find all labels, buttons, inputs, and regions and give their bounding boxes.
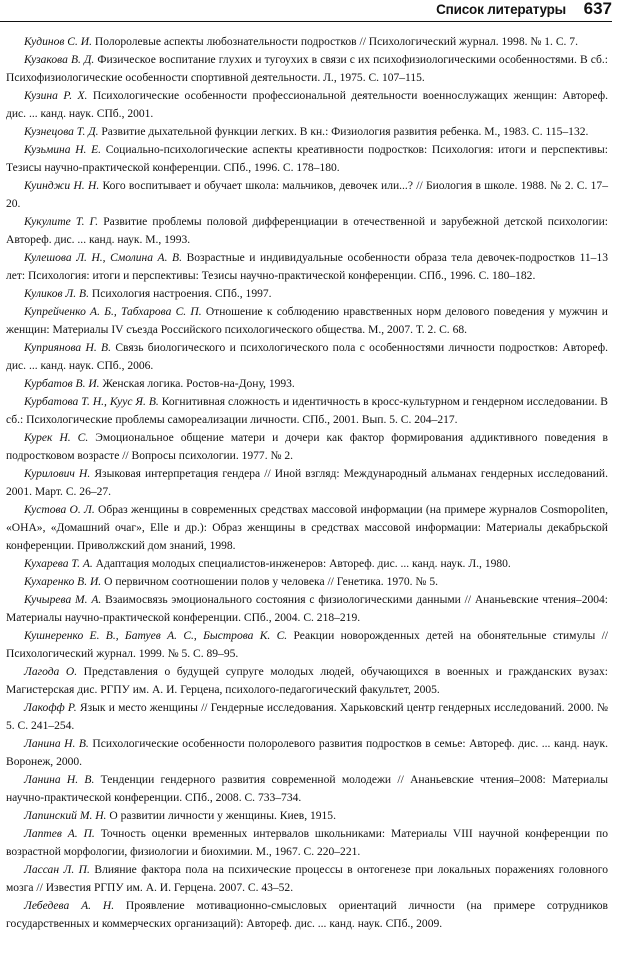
- entry-text: Тенденции гендерного развития современной молодежи // Ананьевские чтения–2008: Материалы научно-практической конференции. СПб., 2008. С. 733–734.: [6, 774, 608, 804]
- bibliography-entry: [0, 735, 612, 771]
- entry-author: Лапинский М. Н.: [24, 810, 107, 822]
- entry-author: Лассан Л. П.: [24, 864, 90, 876]
- entry-text: Образ женщины в современных средствах массовой информации (на примере журналов Cosmopoliten, «ОНА», «Домашний очаг», Elle и др.): Образ женщины в средствах массовой информации: Материалы декабрьской конференции. Приволжский дом знаний, 1998.: [6, 504, 608, 552]
- entry-text: Психологические особенности полоролевого развития подростков в семье: Автореф. дис. ... канд. наук. Воронеж, 2000.: [6, 738, 608, 768]
- bibliography-entry: [0, 555, 612, 573]
- entry-text: О развитии личности у женщины. Киев, 1915.: [106, 810, 336, 822]
- bibliography-entry: [0, 33, 612, 51]
- bibliography-entry: [0, 213, 612, 249]
- bibliography-entry: [0, 699, 612, 735]
- entry-author: Куинджи Н. Н.: [24, 180, 100, 192]
- entry-text: Проявление мотивационно-смысловых ориентаций личности (на примере сотрудников государственных и коммерческих организаций): Автореф. дис. ... канд. наук. СПб., 2009.: [6, 900, 608, 930]
- bibliography-entry: [0, 375, 612, 393]
- entry-author: Ланина Н. В.: [24, 738, 89, 750]
- bibliography-entry: [0, 807, 612, 825]
- entry-text: Возрастные и индивидуальные особенности образа тела девочек-подростков 11–13 лет: Психология: итоги и перспективы: Тезисы научно-практической конференции. СПб., 1996. С. 180–182.: [6, 252, 609, 282]
- entry-text: Реакции новорожденных детей на обонятельные стимулы // Психологический журнал. 1999. № 5. С. 89–95.: [6, 630, 608, 660]
- bibliography-entry: [0, 591, 612, 627]
- entry-author: Лагода О.: [24, 666, 78, 678]
- entry-text: Когнитивная сложность и идентичность в кросс-культурном и гендерном исследовании. В сб.: Психологические проблемы самореализации личности. СПб., 2001. Вып. 5. С. 204–217.: [6, 396, 608, 426]
- bibliography-entry: [0, 339, 612, 375]
- entry-author: Лебедева А. Н.: [24, 900, 115, 912]
- bibliography-entry: [0, 825, 612, 861]
- entry-author: Купрейченко А. Б., Табхарова С. П.: [24, 306, 202, 318]
- entry-author: Куприянова Н. В.: [24, 342, 111, 354]
- bibliography-entry: [0, 897, 612, 933]
- entry-author: Кукулите Т. Г.: [24, 216, 99, 228]
- bibliography-entry: [0, 141, 612, 177]
- entry-author: Кухаренко В. И.: [24, 576, 102, 588]
- entry-author: Кузакова В. Д.: [24, 54, 95, 66]
- entry-text: Представления о будущей супруге молодых людей, обучающихся в военных и гражданских вузах: Магистерская дис. РГПУ им. А. И. Герцена, психолого-педагогический факультет, 2005.: [6, 666, 608, 696]
- entry-text: Женская логика. Ростов-на-Дону, 1993.: [99, 378, 295, 390]
- entry-author: Курбатова Т. Н., Куус Я. В.: [24, 396, 159, 408]
- bibliography-entry: [0, 177, 612, 213]
- entry-author: Кухарева Т. А.: [24, 558, 93, 570]
- bibliography-entry: [0, 501, 612, 555]
- entry-text: Влияние фактора пола на психические процессы в онтогенезе при локальных поражениях головного мозга // Известия РГПУ им. А. И. Герцена. 2007. С. 43–52.: [6, 864, 608, 894]
- entry-text: Развитие проблемы половой дифференциации в отечественной и зарубежной детской психологии: Автореф. дис. ... канд. наук. М., 1993.: [6, 216, 608, 246]
- entry-text: Адаптация молодых специалистов-инженеров: Автореф. дис. ... канд. наук. Л., 1980.: [92, 558, 511, 570]
- entry-text: Физическое воспитание глухих и тугоухих в связи с их психофизиологическими особенностями. В сб.: Психофизиологические особенности спортивной деятельности. Л., 1975. С. 107–115.: [6, 54, 608, 84]
- entry-text: Социально-психологические аспекты креативности подростков: Психология: итоги и перспективы: Тезисы научно-практической конференции. СПб., 1996. С. 178–180.: [6, 144, 608, 174]
- running-header: [0, 0, 620, 26]
- entry-author: Кушнеренко Е. В., Батуев А. С., Быстрова К. С.: [24, 630, 288, 642]
- entry-text: Психология настроения. СПб., 1997.: [88, 288, 272, 300]
- entry-author: Лаптев А. П.: [24, 828, 95, 840]
- entry-author: Кузина Р. Х.: [24, 90, 88, 102]
- header-divider: [0, 21, 612, 22]
- bibliography-entry: [0, 285, 612, 303]
- bibliography-entry: [0, 51, 612, 87]
- entry-author: Кузнецова Т. Д.: [24, 126, 99, 138]
- bibliography-entry: [0, 87, 612, 123]
- entry-text: Отношение к соблюдению нравственных норм делового поведения у мужчин и женщин: Материалы IV съезда Российского психологического общества. М., 2007. Т. 2. С. 68.: [6, 306, 608, 336]
- entry-author: Кузьмина Н. Е.: [24, 144, 102, 156]
- bibliography-entry: [0, 249, 612, 285]
- bibliography-entry: [0, 465, 612, 501]
- entry-text: Эмоциональное общение матери и дочери как фактор формирования аддиктивного поведения в подростковом возрасте // Вопросы психологии. 1977. № 2.: [6, 432, 608, 462]
- entry-author: Куликов Л. В.: [24, 288, 89, 300]
- bibliography-list: [0, 33, 612, 933]
- entry-text: Точность оценки временных интервалов школьниками: Материалы VIII научной конференции по возрастной морфологии, физиологии и биохимии. М., 1967. С. 220–221.: [6, 828, 608, 858]
- bibliography-entry: [0, 303, 612, 339]
- entry-text: Связь биологического и психологического пола с особенностями личности подростков: Автореф. дис. ... канд. наук. СПб., 2006.: [6, 342, 608, 372]
- section-title: Список литературы: [436, 2, 566, 17]
- bibliography-entry: [0, 123, 612, 141]
- bibliography-entry: [0, 429, 612, 465]
- entry-text: Взаимосвязь эмоционального состояния с физиологическими данными // Ананьевские чтения–2004: Материалы научно-практической конференции. СПб., 2004. С. 218–219.: [6, 594, 608, 624]
- bibliography-entry: [0, 861, 612, 897]
- entry-text: Кого воспитывает и обучает школа: мальчиков, девочек или...? // Биология в школе. 1988. № 2. С. 17–20.: [6, 180, 608, 210]
- entry-author: Лакофф Р.: [24, 702, 77, 714]
- page-number: 637: [583, 0, 612, 18]
- entry-text: Язык и место женщины // Гендерные исследования. Харьковский центр гендерных исследований. 2000. № 5. С. 241–254.: [6, 702, 608, 732]
- bibliography-entry: [0, 663, 612, 699]
- entry-text: Развитие дыхательной функции легких. В кн.: Физиология развития ребенка. М., 1983. С. 115–132.: [98, 126, 589, 138]
- bibliography-entry: [0, 627, 612, 663]
- entry-text: Полоролевые аспекты любознательности подростков // Психологический журнал. 1998. № 1. С. 7.: [91, 36, 578, 48]
- entry-author: Курек Н. С.: [24, 432, 89, 444]
- entry-author: Курбатов В. И.: [24, 378, 100, 390]
- entry-author: Кулешова Л. Н., Смолина А. В.: [24, 252, 183, 264]
- entry-text: О первичном соотношении полов у человека // Генетика. 1970. № 5.: [101, 576, 438, 588]
- entry-author: Кудинов С. И.: [24, 36, 92, 48]
- bibliography-entry: [0, 771, 612, 807]
- entry-text: Психологические особенности профессиональной деятельности военнослужащих женщин: Автореф. дис. ... канд. наук. СПб., 2001.: [6, 90, 609, 120]
- entry-text: Языковая интерпретация гендера // Иной взгляд: Международный альманах гендерных исследований. 2001. Март. С. 26–27.: [6, 468, 608, 498]
- entry-author: Кустова О. Л.: [24, 504, 95, 516]
- entry-author: Ланина Н. В.: [24, 774, 95, 786]
- entry-author: Кучырева М. А.: [24, 594, 102, 606]
- entry-author: Курилович Н.: [24, 468, 91, 480]
- bibliography-entry: [0, 573, 612, 591]
- bibliography-entry: [0, 393, 612, 429]
